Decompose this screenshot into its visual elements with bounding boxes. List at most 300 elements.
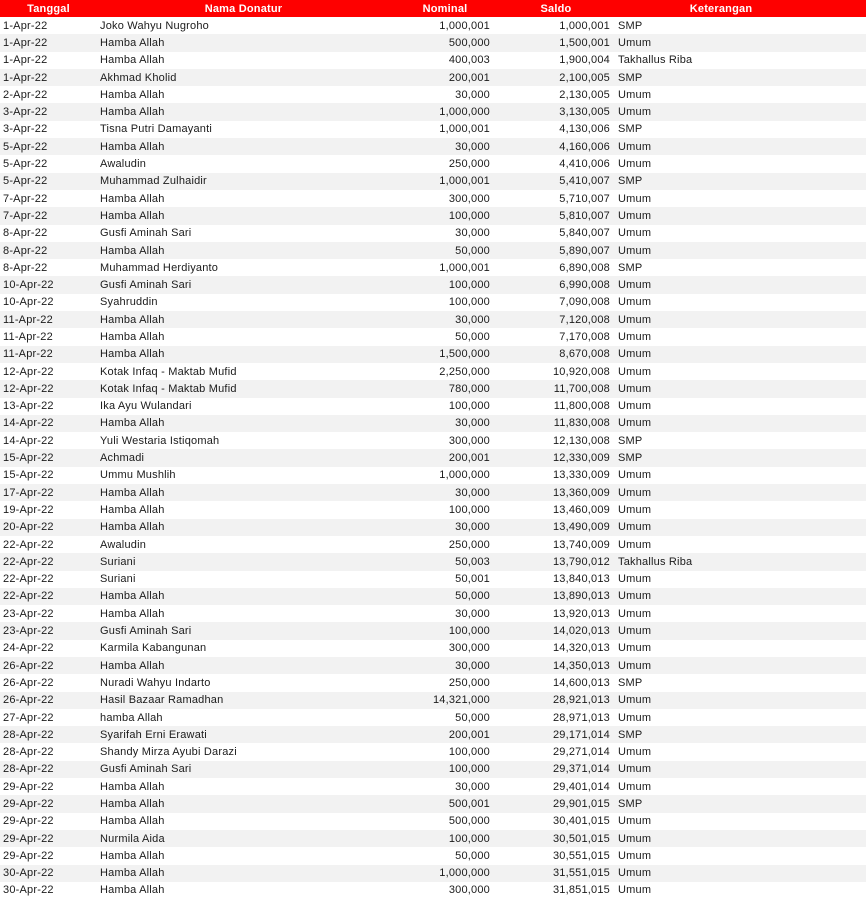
cell-nominal: 1,000,001 <box>439 261 490 274</box>
cell-nominal: 250,000 <box>448 676 490 689</box>
cell-saldo: 14,350,013 <box>552 659 610 672</box>
cell-nama_donatur: Syahruddin <box>100 296 158 309</box>
cell-nominal: 50,000 <box>455 330 490 343</box>
cell-nominal: 1,000,001 <box>439 19 490 32</box>
column-header-keterangan: Keterangan <box>612 0 866 17</box>
cell-tanggal: 22-Apr-22 <box>3 573 54 586</box>
cell-keterangan: SMP <box>618 434 643 447</box>
table-row <box>0 225 866 242</box>
column-header-nominal: Nominal <box>390 0 500 17</box>
cell-keterangan: Umum <box>618 763 652 776</box>
cell-tanggal: 26-Apr-22 <box>3 676 54 689</box>
table-row <box>0 865 866 882</box>
cell-nama_donatur: Kotak Infaq - Maktab Mufid <box>100 382 237 395</box>
cell-tanggal: 28-Apr-22 <box>3 763 54 776</box>
cell-saldo: 13,890,013 <box>552 590 610 603</box>
cell-nama_donatur: Hamba Allah <box>100 798 165 810</box>
cell-saldo: 14,320,013 <box>552 642 610 655</box>
column-header-nama-donatur: Nama Donatur <box>97 0 390 17</box>
cell-nominal: 1,500,000 <box>439 348 490 361</box>
cell-nominal: 100,000 <box>448 832 490 845</box>
cell-nominal: 30,000 <box>455 607 490 620</box>
table-row <box>0 449 866 466</box>
cell-nominal: 1,000,000 <box>439 106 490 119</box>
cell-tanggal: 27-Apr-22 <box>3 711 54 724</box>
table-row <box>0 432 866 449</box>
cell-saldo: 5,710,007 <box>559 192 610 205</box>
column-header-saldo: Saldo <box>500 0 612 17</box>
cell-nama_donatur: Achmadi <box>100 452 145 465</box>
cell-nominal: 200,001 <box>448 452 490 465</box>
table-row <box>0 242 866 259</box>
cell-nama_donatur: Hamba Allah <box>100 417 165 430</box>
cell-nama_donatur: Hasil Bazaar Ramadhan <box>100 694 224 707</box>
cell-nama_donatur: Hamba Allah <box>100 313 165 326</box>
table-row <box>0 640 866 657</box>
cell-saldo: 29,401,014 <box>552 780 610 793</box>
cell-keterangan: Umum <box>618 36 652 49</box>
cell-nama_donatur: Hamba Allah <box>100 209 165 222</box>
cell-keterangan: Umum <box>618 192 652 205</box>
cell-tanggal: 7-Apr-22 <box>3 209 48 222</box>
cell-tanggal: 17-Apr-22 <box>3 486 54 499</box>
table-row <box>0 709 866 726</box>
cell-saldo: 6,990,008 <box>559 279 610 292</box>
cell-nama_donatur: Hamba Allah <box>100 140 165 153</box>
cell-saldo: 11,700,008 <box>553 382 610 395</box>
cell-tanggal: 29-Apr-22 <box>3 815 54 828</box>
cell-tanggal: 29-Apr-22 <box>3 849 54 862</box>
table-row <box>0 484 866 501</box>
column-header-tanggal: Tanggal <box>0 0 97 17</box>
cell-keterangan: Umum <box>618 400 652 413</box>
table-row <box>0 173 866 190</box>
cell-keterangan: Umum <box>618 590 652 603</box>
cell-saldo: 11,830,008 <box>553 417 610 430</box>
cell-nama_donatur: Tisna Putri Damayanti <box>100 123 212 136</box>
cell-nominal: 100,000 <box>448 503 490 516</box>
table-row <box>0 692 866 709</box>
cell-keterangan: Umum <box>618 417 652 430</box>
table-row <box>0 571 866 588</box>
cell-nama_donatur: Hamba Allah <box>100 884 165 897</box>
table-row <box>0 588 866 605</box>
cell-nama_donatur: Yuli Westaria Istiqomah <box>100 434 220 447</box>
cell-tanggal: 23-Apr-22 <box>3 607 54 620</box>
cell-nama_donatur: Hamba Allah <box>100 486 165 499</box>
cell-nama_donatur: Suriani <box>100 573 136 586</box>
cell-tanggal: 30-Apr-22 <box>3 867 54 880</box>
cell-nama_donatur: Hamba Allah <box>100 106 165 119</box>
cell-nama_donatur: Awaludin <box>100 158 147 171</box>
cell-tanggal: 11-Apr-22 <box>3 348 53 361</box>
cell-keterangan: SMP <box>618 175 643 188</box>
table-row <box>0 86 866 103</box>
table-row <box>0 761 866 778</box>
cell-nominal: 400,003 <box>448 54 490 67</box>
cell-tanggal: 1-Apr-22 <box>3 36 48 49</box>
cell-saldo: 7,170,008 <box>559 330 610 343</box>
table-row <box>0 190 866 207</box>
cell-nama_donatur: Joko Wahyu Nugroho <box>100 19 209 32</box>
table-row <box>0 467 866 484</box>
cell-nominal: 100,000 <box>448 400 490 413</box>
cell-nama_donatur: Awaludin <box>100 538 147 551</box>
cell-saldo: 8,670,008 <box>559 348 610 361</box>
table-row <box>0 605 866 622</box>
table-row <box>0 155 866 172</box>
cell-saldo: 29,901,015 <box>552 798 610 810</box>
cell-nominal: 200,001 <box>448 71 490 84</box>
cell-saldo: 5,810,007 <box>559 209 610 222</box>
cell-keterangan: Umum <box>618 884 652 897</box>
table-body <box>0 17 866 899</box>
table-row <box>0 778 866 795</box>
cell-keterangan: SMP <box>618 261 643 274</box>
cell-nominal: 30,000 <box>455 227 490 240</box>
cell-tanggal: 29-Apr-22 <box>3 780 54 793</box>
cell-keterangan: Umum <box>618 849 652 862</box>
table-row <box>0 657 866 674</box>
cell-nominal: 30,000 <box>455 88 490 101</box>
cell-nama_donatur: Hamba Allah <box>100 659 165 672</box>
table-row <box>0 328 866 345</box>
cell-keterangan: Umum <box>618 330 652 343</box>
cell-keterangan: Umum <box>618 486 652 499</box>
cell-nama_donatur: Shandy Mirza Ayubi Darazi <box>100 746 237 759</box>
table-row <box>0 346 866 363</box>
table-row <box>0 311 866 328</box>
table-row <box>0 622 866 639</box>
cell-tanggal: 1-Apr-22 <box>3 19 48 32</box>
cell-nominal: 100,000 <box>448 209 490 222</box>
table-row <box>0 363 866 380</box>
cell-tanggal: 8-Apr-22 <box>3 227 48 240</box>
cell-nama_donatur: Hamba Allah <box>100 330 165 343</box>
table-row <box>0 207 866 224</box>
cell-saldo: 13,840,013 <box>552 573 610 586</box>
cell-nominal: 500,000 <box>448 815 490 828</box>
cell-nama_donatur: Hamba Allah <box>100 780 165 793</box>
table-row <box>0 847 866 864</box>
table-row <box>0 294 866 311</box>
cell-nama_donatur: Hamba Allah <box>100 348 165 361</box>
cell-tanggal: 2-Apr-22 <box>3 88 48 101</box>
cell-tanggal: 10-Apr-22 <box>3 279 54 292</box>
cell-saldo: 31,851,015 <box>552 884 610 897</box>
cell-tanggal: 26-Apr-22 <box>3 694 54 707</box>
cell-tanggal: 3-Apr-22 <box>3 123 48 136</box>
table-header-row <box>0 0 866 17</box>
cell-nama_donatur: Hamba Allah <box>100 849 165 862</box>
cell-nama_donatur: Hamba Allah <box>100 503 165 516</box>
table-row <box>0 398 866 415</box>
cell-tanggal: 5-Apr-22 <box>3 158 48 171</box>
cell-tanggal: 12-Apr-22 <box>3 382 54 395</box>
cell-nominal: 30,000 <box>455 417 490 430</box>
cell-tanggal: 22-Apr-22 <box>3 538 54 551</box>
cell-tanggal: 26-Apr-22 <box>3 659 54 672</box>
cell-nominal: 300,000 <box>448 434 490 447</box>
cell-nominal: 14,321,000 <box>432 694 490 707</box>
cell-tanggal: 8-Apr-22 <box>3 244 48 257</box>
cell-keterangan: SMP <box>618 71 643 84</box>
cell-keterangan: Umum <box>618 607 652 620</box>
table-row <box>0 121 866 138</box>
cell-nominal: 50,000 <box>455 590 490 603</box>
cell-saldo: 3,130,005 <box>559 106 610 119</box>
cell-tanggal: 20-Apr-22 <box>3 521 54 534</box>
table-row <box>0 380 866 397</box>
cell-nama_donatur: Gusfi Aminah Sari <box>100 763 192 776</box>
cell-saldo: 30,551,015 <box>552 849 610 862</box>
cell-saldo: 13,360,009 <box>552 486 610 499</box>
table-row <box>0 726 866 743</box>
cell-nominal: 30,000 <box>455 780 490 793</box>
cell-keterangan: Umum <box>618 140 652 153</box>
table-row <box>0 553 866 570</box>
cell-tanggal: 29-Apr-22 <box>3 832 54 845</box>
table-row <box>0 69 866 86</box>
cell-nama_donatur: Hamba Allah <box>100 521 165 534</box>
cell-nominal: 500,000 <box>448 36 490 49</box>
table-row <box>0 52 866 69</box>
cell-nominal: 100,000 <box>448 625 490 638</box>
cell-tanggal: 14-Apr-22 <box>3 417 54 430</box>
cell-keterangan: Umum <box>618 88 652 101</box>
cell-nama_donatur: Hamba Allah <box>100 607 165 620</box>
cell-nominal: 30,000 <box>455 486 490 499</box>
cell-nominal: 300,000 <box>448 192 490 205</box>
cell-saldo: 7,120,008 <box>559 313 610 326</box>
table-row <box>0 34 866 51</box>
cell-saldo: 29,371,014 <box>552 763 610 776</box>
cell-nominal: 50,003 <box>455 555 490 568</box>
cell-nama_donatur: Muhammad Herdiyanto <box>100 261 219 274</box>
cell-nama_donatur: hamba Allah <box>100 711 163 724</box>
table-row <box>0 17 866 34</box>
cell-saldo: 5,840,007 <box>559 227 610 240</box>
cell-nominal: 300,000 <box>448 642 490 655</box>
table-row <box>0 501 866 518</box>
cell-saldo: 13,740,009 <box>552 538 610 551</box>
cell-keterangan: Umum <box>618 625 652 638</box>
table-row <box>0 276 866 293</box>
cell-nominal: 100,000 <box>448 746 490 759</box>
cell-keterangan: Umum <box>618 244 652 257</box>
cell-saldo: 29,171,014 <box>552 728 610 741</box>
cell-nama_donatur: Kotak Infaq - Maktab Mufid <box>100 365 237 378</box>
cell-saldo: 28,971,013 <box>552 711 610 724</box>
cell-saldo: 1,500,001 <box>559 36 610 49</box>
table-row <box>0 519 866 536</box>
cell-nama_donatur: Hamba Allah <box>100 192 165 205</box>
cell-saldo: 13,460,009 <box>552 503 610 516</box>
cell-nama_donatur: Nurmila Aida <box>100 832 165 845</box>
cell-nama_donatur: Suriani <box>100 555 136 568</box>
cell-keterangan: Umum <box>618 158 652 171</box>
cell-keterangan: SMP <box>618 676 643 689</box>
cell-tanggal: 28-Apr-22 <box>3 728 54 741</box>
cell-nama_donatur: Akhmad Kholid <box>100 71 177 84</box>
cell-keterangan: Umum <box>618 659 652 672</box>
cell-nominal: 30,000 <box>455 659 490 672</box>
cell-nama_donatur: Hamba Allah <box>100 36 165 49</box>
cell-keterangan: SMP <box>618 452 643 465</box>
cell-tanggal: 11-Apr-22 <box>3 330 53 343</box>
cell-tanggal: 30-Apr-22 <box>3 884 54 897</box>
cell-keterangan: Umum <box>618 780 652 793</box>
cell-saldo: 2,100,005 <box>559 71 610 84</box>
cell-saldo: 4,160,006 <box>559 140 610 153</box>
cell-saldo: 13,790,012 <box>552 555 610 568</box>
cell-saldo: 6,890,008 <box>559 261 610 274</box>
cell-tanggal: 28-Apr-22 <box>3 746 54 759</box>
cell-tanggal: 29-Apr-22 <box>3 798 54 810</box>
cell-saldo: 1,900,004 <box>559 54 610 67</box>
cell-tanggal: 5-Apr-22 <box>3 175 48 188</box>
cell-saldo: 5,890,007 <box>559 244 610 257</box>
cell-tanggal: 14-Apr-22 <box>3 434 54 447</box>
cell-keterangan: SMP <box>618 19 643 32</box>
cell-tanggal: 1-Apr-22 <box>3 54 48 67</box>
cell-nama_donatur: Hamba Allah <box>100 867 165 880</box>
cell-nominal: 500,001 <box>448 798 490 810</box>
cell-saldo: 2,130,005 <box>559 88 610 101</box>
cell-nama_donatur: Hamba Allah <box>100 590 165 603</box>
table-row <box>0 415 866 432</box>
cell-tanggal: 7-Apr-22 <box>3 192 48 205</box>
cell-nama_donatur: Nuradi Wahyu Indarto <box>100 676 211 689</box>
cell-nominal: 30,000 <box>455 521 490 534</box>
cell-nominal: 50,000 <box>455 244 490 257</box>
cell-keterangan: Umum <box>618 365 652 378</box>
cell-nominal: 30,000 <box>455 313 490 326</box>
cell-saldo: 1,000,001 <box>559 19 610 32</box>
cell-nominal: 2,250,000 <box>439 365 490 378</box>
cell-nominal: 250,000 <box>448 538 490 551</box>
table-row <box>0 743 866 760</box>
cell-nominal: 50,001 <box>455 573 490 586</box>
cell-nominal: 50,000 <box>455 849 490 862</box>
cell-keterangan: Umum <box>618 227 652 240</box>
cell-nominal: 780,000 <box>448 382 490 395</box>
cell-tanggal: 23-Apr-22 <box>3 625 54 638</box>
cell-keterangan: Umum <box>618 209 652 222</box>
table-row <box>0 795 866 812</box>
table-row <box>0 138 866 155</box>
cell-saldo: 12,130,008 <box>552 434 610 447</box>
cell-keterangan: Umum <box>618 642 652 655</box>
cell-tanggal: 24-Apr-22 <box>3 642 54 655</box>
cell-nominal: 1,000,000 <box>439 469 490 482</box>
cell-keterangan: Umum <box>618 694 652 707</box>
cell-saldo: 13,330,009 <box>552 469 610 482</box>
table-row <box>0 259 866 276</box>
cell-keterangan: SMP <box>618 123 643 136</box>
cell-nominal: 100,000 <box>448 763 490 776</box>
cell-keterangan: Umum <box>618 348 652 361</box>
cell-nama_donatur: Hamba Allah <box>100 244 165 257</box>
cell-nominal: 300,000 <box>448 884 490 897</box>
cell-tanggal: 15-Apr-22 <box>3 452 54 465</box>
cell-keterangan: Takhallus Riba <box>618 555 693 568</box>
cell-keterangan: Umum <box>618 469 652 482</box>
table-row <box>0 536 866 553</box>
cell-saldo: 11,800,008 <box>553 400 610 413</box>
cell-saldo: 4,410,006 <box>559 158 610 171</box>
cell-tanggal: 10-Apr-22 <box>3 296 54 309</box>
cell-nominal: 30,000 <box>455 140 490 153</box>
cell-nama_donatur: Hamba Allah <box>100 88 165 101</box>
cell-saldo: 4,130,006 <box>559 123 610 136</box>
cell-nama_donatur: Gusfi Aminah Sari <box>100 227 192 240</box>
cell-saldo: 29,271,014 <box>552 746 610 759</box>
cell-nama_donatur: Gusfi Aminah Sari <box>100 279 192 292</box>
cell-tanggal: 15-Apr-22 <box>3 469 54 482</box>
cell-keterangan: Umum <box>618 815 652 828</box>
cell-keterangan: Umum <box>618 382 652 395</box>
cell-nominal: 50,000 <box>455 711 490 724</box>
cell-tanggal: 22-Apr-22 <box>3 555 54 568</box>
cell-keterangan: Umum <box>618 538 652 551</box>
cell-keterangan: Umum <box>618 503 652 516</box>
cell-keterangan: Umum <box>618 313 652 326</box>
cell-saldo: 12,330,009 <box>552 452 610 465</box>
cell-tanggal: 13-Apr-22 <box>3 400 54 413</box>
cell-saldo: 31,551,015 <box>552 867 610 880</box>
cell-saldo: 30,501,015 <box>552 832 610 845</box>
cell-keterangan: Umum <box>618 746 652 759</box>
cell-keterangan: Umum <box>618 867 652 880</box>
cell-keterangan: Umum <box>618 279 652 292</box>
cell-keterangan: Umum <box>618 521 652 534</box>
cell-tanggal: 12-Apr-22 <box>3 365 54 378</box>
cell-tanggal: 11-Apr-22 <box>3 313 53 326</box>
cell-nominal: 100,000 <box>448 296 490 309</box>
cell-nama_donatur: Syarifah Erni Erawati <box>100 728 207 741</box>
cell-tanggal: 3-Apr-22 <box>3 106 48 119</box>
cell-nama_donatur: Karmila Kabangunan <box>100 642 207 655</box>
cell-saldo: 7,090,008 <box>559 296 610 309</box>
cell-keterangan: SMP <box>618 728 643 741</box>
table-row <box>0 674 866 691</box>
cell-tanggal: 22-Apr-22 <box>3 590 54 603</box>
cell-nominal: 1,000,001 <box>439 175 490 188</box>
cell-nama_donatur: Ika Ayu Wulandari <box>100 400 192 413</box>
cell-saldo: 30,401,015 <box>552 815 610 828</box>
cell-tanggal: 19-Apr-22 <box>3 503 54 516</box>
cell-keterangan: SMP <box>618 798 643 810</box>
table-row <box>0 813 866 830</box>
cell-nama_donatur: Muhammad Zulhaidir <box>100 175 207 188</box>
cell-tanggal: 5-Apr-22 <box>3 140 48 153</box>
cell-saldo: 14,020,013 <box>552 625 610 638</box>
cell-nominal: 1,000,001 <box>439 123 490 136</box>
cell-tanggal: 8-Apr-22 <box>3 261 48 274</box>
cell-keterangan: Umum <box>618 711 652 724</box>
cell-nama_donatur: Ummu Mushlih <box>100 469 176 482</box>
cell-saldo: 5,410,007 <box>559 175 610 188</box>
cell-saldo: 13,490,009 <box>552 521 610 534</box>
cell-keterangan: Takhallus Riba <box>618 54 693 67</box>
cell-nama_donatur: Hamba Allah <box>100 54 165 67</box>
table-row <box>0 830 866 847</box>
cell-keterangan: Umum <box>618 832 652 845</box>
table-row <box>0 103 866 120</box>
cell-nominal: 100,000 <box>448 279 490 292</box>
cell-keterangan: Umum <box>618 106 652 119</box>
